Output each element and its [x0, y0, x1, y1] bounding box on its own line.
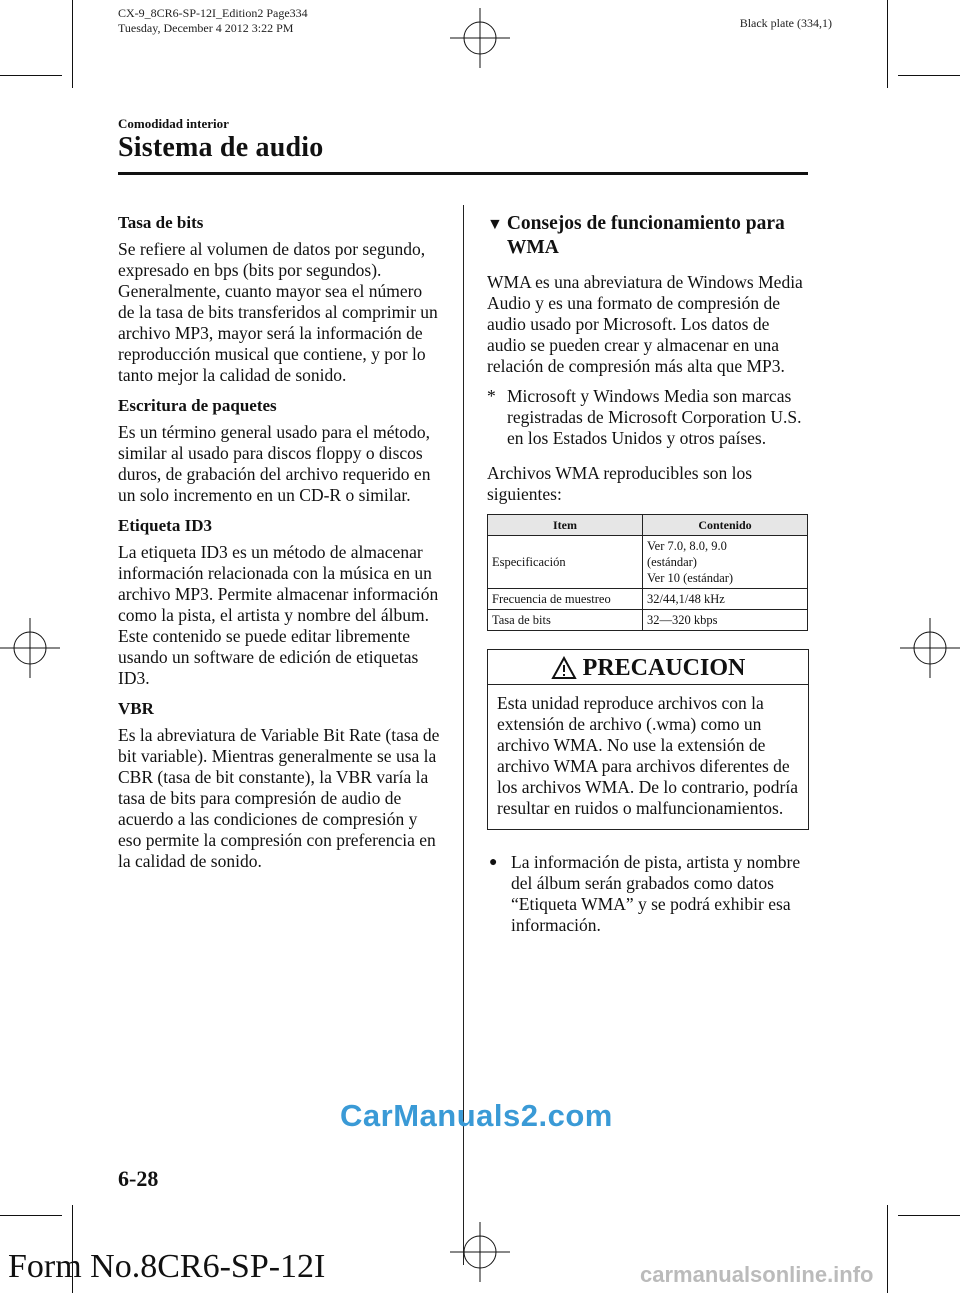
caution-box: [487, 649, 809, 830]
term-text: Es la abreviatura de Variable Bit Rate (tasa de bit variable). Mientras generalmente se usa la CBR (tasa de bit constante), la VBR varía la tasa de bits para compresión de audio de acuerdo a las condiciones de compresión y eso permite la compresión con preferencia en la calidad de sonido.: [118, 725, 440, 871]
title-rule: [118, 172, 808, 175]
print-job-file: CX-9_8CR6-SP-12I_Edition2 Page334: [118, 6, 308, 20]
table-row: [488, 589, 808, 610]
term-heading: VBR: [118, 699, 154, 718]
caution-text: Esta unidad reproduce archivos con la extensión de archivo (.wma) como un archivo WMA. No use la extensión de archivo WMA para archivos diferentes de los archivos WMA. De lo contrario, podría resultar en ruidos o malfuncionamientos.: [497, 693, 798, 818]
table-header-content: Contenido: [643, 515, 808, 536]
content-line: Ver 10 (estándar): [647, 571, 734, 585]
watermark: CarManuals2.com: [340, 1098, 613, 1133]
bullet-icon: ●: [489, 855, 498, 870]
page-title: Sistema de audio: [118, 132, 324, 163]
trademark-note: [487, 386, 809, 449]
term-text: Se refiere al volumen de datos por segundo, expresado en bps (bits por segundos). Generalmente, cuanto mayor sea el número de la tasa de bits transferidos al comprimir un archivo MP3, mayor será la información de reproducción musical que contiene, y por lo tanto mejor la calidad de sonido.: [118, 239, 438, 385]
wma-heading-text: Consejos de funcionamiento para WMA: [506, 213, 785, 258]
registration-mark-right: [900, 618, 960, 678]
bullet-text: La información de pista, artista y nombre del álbum serán grabados como datos “Etiqueta WMA” y se podrá exhibir esa información.: [511, 852, 801, 935]
registration-mark-bottom: [450, 1222, 510, 1282]
table-header-item: Item: [488, 515, 643, 536]
term-text: La etiqueta ID3 es un método de almacenar información relacionada con la música en un archivo MP3. Permite almacenar información como la pista, el artista y nombre del álbum. Este contenido se puede editar libremente usando un software de edición de etiquetas ID3.: [118, 542, 439, 688]
content-line: (estándar): [647, 555, 697, 569]
table-cell-item: Tasa de bits: [488, 610, 643, 631]
warning-triangle-icon: [551, 656, 577, 680]
table-cell-content: 32―320 kbps: [643, 610, 808, 631]
registration-mark-left: [0, 618, 60, 678]
caution-title: PRECAUCION: [582, 654, 746, 681]
left-column: [118, 212, 443, 881]
trademark-note-text: Microsoft y Windows Media son marcas registradas de Microsoft Corporation U.S. en los Estados Unidos y otros países.: [507, 386, 802, 448]
site-watermark: carmanualsonline.info: [640, 1262, 874, 1287]
wma-spec-table: [487, 514, 808, 631]
right-column: [487, 212, 809, 936]
table-intro: Archivos WMA reproducibles son los siguientes:: [487, 463, 753, 504]
table-cell-content: [643, 536, 808, 589]
table-cell-content: 32/44,1/48 kHz: [643, 589, 808, 610]
wma-section-heading: [487, 212, 809, 260]
term-heading: Tasa de bits: [118, 213, 204, 232]
asterisk-icon: *: [487, 386, 496, 406]
registration-mark-top: [450, 8, 510, 68]
table-header-row: [488, 515, 808, 536]
table-cell-item: Frecuencia de muestreo: [488, 589, 643, 610]
term-heading: Escritura de paquetes: [118, 396, 277, 415]
triangle-down-icon: ▼: [487, 216, 503, 233]
print-job-info: [118, 6, 308, 36]
section-label: Comodidad interior: [118, 116, 229, 131]
table-cell-item: Especificación: [488, 536, 643, 589]
form-number: Form No.8CR6-SP-12I: [8, 1248, 326, 1285]
table-row: [488, 536, 808, 589]
term-text: Es un término general usado para el método, similar al usado para discos floppy o discos duros, de grabación del archivo requerido en un solo incremento en un CD-R o similar.: [118, 422, 431, 505]
wma-intro: WMA es una abreviatura de Windows Media Audio y es una formato de compresión de audio usado por Microsoft. Los datos de audio se pueden crear y almacenar en una relación de compresión más alta que MP3.: [487, 272, 803, 376]
plate-label: Black plate (334,1): [739, 16, 832, 30]
list-item: [487, 852, 809, 936]
page-number: 6-28: [118, 1166, 159, 1191]
caution-header: [488, 650, 808, 685]
content-line: Ver 7.0, 8.0, 9.0: [647, 539, 727, 553]
table-row: [488, 610, 808, 631]
term-heading: Etiqueta ID3: [118, 516, 212, 535]
print-job-date: Tuesday, December 4 2012 3:22 PM: [118, 21, 294, 35]
